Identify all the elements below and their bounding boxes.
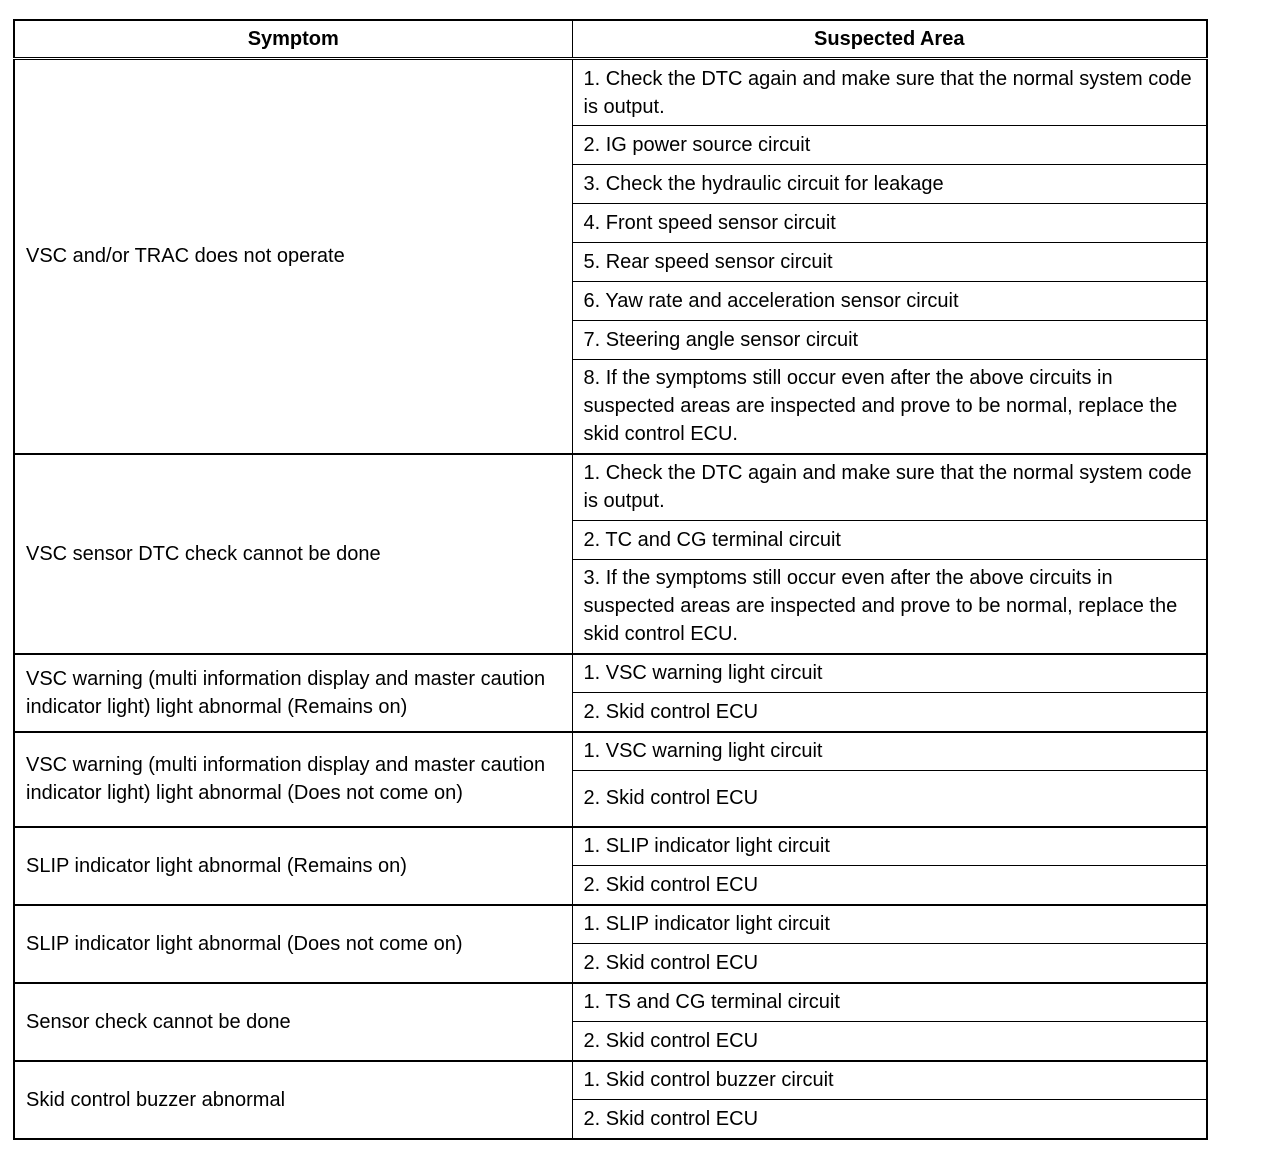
suspected-area-cell: 6. Yaw rate and acceleration sensor circuit <box>572 282 1207 321</box>
suspected-area-cell: 1. SLIP indicator light circuit <box>572 827 1207 866</box>
symptom-group <box>14 905 1207 983</box>
symptom-cell: VSC sensor DTC check cannot be done <box>14 454 572 654</box>
suspected-area-cell: 1. Check the DTC again and make sure that the normal system code is output. <box>572 59 1207 126</box>
symptom-cell: VSC warning (multi information display and master caution indicator light) light abnormal (Remains on) <box>14 654 572 732</box>
symptom-group <box>14 732 1207 827</box>
symptom-group <box>14 1061 1207 1139</box>
troubleshooting-table <box>13 19 1208 1140</box>
suspected-area-cell: 1. VSC warning light circuit <box>572 654 1207 693</box>
symptom-group <box>14 983 1207 1061</box>
symptom-cell: SLIP indicator light abnormal (Does not come on) <box>14 905 572 983</box>
suspected-area-cell: 1. SLIP indicator light circuit <box>572 905 1207 944</box>
suspected-area-cell: 3. Check the hydraulic circuit for leakage <box>572 165 1207 204</box>
suspected-area-cell: 8. If the symptoms still occur even after the above circuits in suspected areas are inspected and prove to be normal, replace the skid control ECU. <box>572 360 1207 454</box>
symptom-cell: VSC and/or TRAC does not operate <box>14 59 572 454</box>
table-row <box>14 983 1207 1022</box>
table-row <box>14 654 1207 693</box>
suspected-area-cell: 2. Skid control ECU <box>572 771 1207 827</box>
symptom-cell: Sensor check cannot be done <box>14 983 572 1061</box>
table-row <box>14 827 1207 866</box>
suspected-area-cell: 2. Skid control ECU <box>572 1100 1207 1139</box>
suspected-area-cell: 2. Skid control ECU <box>572 693 1207 732</box>
suspected-area-cell: 2. Skid control ECU <box>572 866 1207 905</box>
symptom-group <box>14 59 1207 454</box>
suspected-area-cell: 1. VSC warning light circuit <box>572 732 1207 771</box>
symptom-group <box>14 827 1207 905</box>
suspected-area-cell: 3. If the symptoms still occur even after the above circuits in suspected areas are inspected and prove to be normal, replace the skid control ECU. <box>572 560 1207 654</box>
table-row <box>14 59 1207 126</box>
symptom-group <box>14 654 1207 732</box>
suspected-area-cell: 7. Steering angle sensor circuit <box>572 321 1207 360</box>
suspected-area-cell: 2. IG power source circuit <box>572 126 1207 165</box>
suspected-area-header: Suspected Area <box>572 20 1207 59</box>
header-row <box>14 20 1207 59</box>
suspected-area-cell: 2. TC and CG terminal circuit <box>572 521 1207 560</box>
suspected-area-cell: 1. TS and CG terminal circuit <box>572 983 1207 1022</box>
symptom-group <box>14 454 1207 654</box>
suspected-area-cell: 2. Skid control ECU <box>572 1022 1207 1061</box>
table-row <box>14 732 1207 771</box>
symptom-cell: VSC warning (multi information display and master caution indicator light) light abnormal (Does not come on) <box>14 732 572 827</box>
suspected-area-cell: 1. Check the DTC again and make sure that the normal system code is output. <box>572 454 1207 521</box>
suspected-area-cell: 4. Front speed sensor circuit <box>572 204 1207 243</box>
table-row <box>14 454 1207 521</box>
symptom-header: Symptom <box>14 20 572 59</box>
symptom-cell: Skid control buzzer abnormal <box>14 1061 572 1139</box>
suspected-area-cell: 5. Rear speed sensor circuit <box>572 243 1207 282</box>
table-row <box>14 1061 1207 1100</box>
suspected-area-cell: 2. Skid control ECU <box>572 944 1207 983</box>
suspected-area-cell: 1. Skid control buzzer circuit <box>572 1061 1207 1100</box>
symptom-cell: SLIP indicator light abnormal (Remains on) <box>14 827 572 905</box>
table-row <box>14 905 1207 944</box>
